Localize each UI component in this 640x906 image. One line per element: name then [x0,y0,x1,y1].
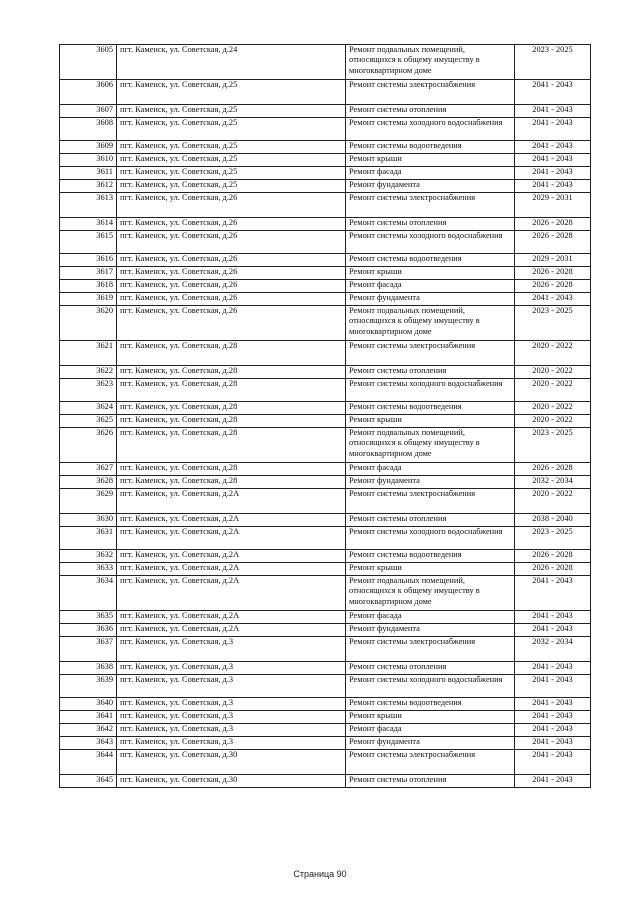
row-work-type: Ремонт фасада [346,463,515,476]
row-period: 2041 - 2043 [515,576,591,611]
row-number: 3644 [60,750,117,775]
table-row [60,662,591,675]
row-number: 3633 [60,563,117,576]
row-number: 3642 [60,724,117,737]
row-work-type: Ремонт системы водоотведения [346,254,515,267]
row-address: пгт. Каменск, ул. Советская, д.25 [117,80,346,105]
row-work-type: Ремонт системы отопления [346,105,515,118]
row-period: 2029 - 2031 [515,193,591,218]
table-row [60,611,591,624]
row-number: 3631 [60,527,117,550]
row-address: пгт. Каменск, ул. Советская, д.25 [117,154,346,167]
row-number: 3612 [60,180,117,193]
table-row [60,463,591,476]
table-row [60,280,591,293]
table-row [60,80,591,105]
row-address: пгт. Каменск, ул. Советская, д.25 [117,180,346,193]
row-period: 2041 - 2043 [515,105,591,118]
row-number: 3617 [60,267,117,280]
row-work-type: Ремонт системы отопления [346,218,515,231]
row-number: 3638 [60,662,117,675]
row-work-type: Ремонт фундамента [346,476,515,489]
row-period: 2026 - 2028 [515,463,591,476]
row-work-type: Ремонт системы электроснабжения [346,750,515,775]
repair-schedule-table [59,44,591,788]
row-address: пгт. Каменск, ул. Советская, д.28 [117,428,346,463]
row-address: пгт. Каменск, ул. Советская, д.26 [117,254,346,267]
row-address: пгт. Каменск, ул. Советская, д.25 [117,167,346,180]
row-period: 2026 - 2028 [515,231,591,254]
row-address: пгт. Каменск, ул. Советская, д.26 [117,280,346,293]
row-address: пгт. Каменск, ул. Советская, д.28 [117,402,346,415]
row-period: 2041 - 2043 [515,724,591,737]
row-work-type: Ремонт системы холодного водоснабжения [346,231,515,254]
row-number: 3623 [60,379,117,402]
row-address: пгт. Каменск, ул. Советская, д.3 [117,711,346,724]
table-row [60,489,591,514]
row-period: 2041 - 2043 [515,662,591,675]
row-address: пгт. Каменск, ул. Советская, д.3 [117,698,346,711]
row-work-type: Ремонт системы водоотведения [346,402,515,415]
row-number: 3609 [60,141,117,154]
row-work-type: Ремонт системы отопления [346,662,515,675]
table-row [60,775,591,788]
row-number: 3607 [60,105,117,118]
row-work-type: Ремонт фасада [346,280,515,293]
row-period: 2026 - 2028 [515,550,591,563]
table-row [60,698,591,711]
row-number: 3606 [60,80,117,105]
row-period: 2020 - 2022 [515,379,591,402]
row-work-type: Ремонт системы электроснабжения [346,80,515,105]
row-work-type: Ремонт фасада [346,724,515,737]
row-work-type: Ремонт системы отопления [346,775,515,788]
row-number: 3645 [60,775,117,788]
table-row [60,167,591,180]
row-number: 3618 [60,280,117,293]
row-number: 3625 [60,415,117,428]
table-row [60,218,591,231]
row-work-type: Ремонт подвальных помещений, относящихся к общему имуществу в многоквартирном доме [346,306,515,341]
row-number: 3628 [60,476,117,489]
table-row [60,527,591,550]
row-number: 3630 [60,514,117,527]
row-work-type: Ремонт системы водоотведения [346,141,515,154]
table-row [60,366,591,379]
table-body [60,45,591,788]
row-period: 2023 - 2025 [515,527,591,550]
row-period: 2032 - 2034 [515,476,591,489]
row-number: 3627 [60,463,117,476]
row-number: 3605 [60,45,117,80]
row-address: пгт. Каменск, ул. Советская, д.28 [117,415,346,428]
row-period: 2032 - 2034 [515,637,591,662]
row-period: 2041 - 2043 [515,118,591,141]
row-address: пгт. Каменск, ул. Советская, д.30 [117,750,346,775]
row-address: пгт. Каменск, ул. Советская, д.28 [117,341,346,366]
row-address: пгт. Каменск, ул. Советская, д.25 [117,141,346,154]
row-address: пгт. Каменск, ул. Советская, д.3 [117,675,346,698]
row-work-type: Ремонт системы холодного водоснабжения [346,527,515,550]
row-address: пгт. Каменск, ул. Советская, д.3 [117,662,346,675]
row-number: 3632 [60,550,117,563]
row-number: 3613 [60,193,117,218]
row-work-type: Ремонт фундамента [346,624,515,637]
row-work-type: Ремонт крыши [346,563,515,576]
row-number: 3626 [60,428,117,463]
row-period: 2020 - 2022 [515,402,591,415]
row-address: пгт. Каменск, ул. Советская, д.2А [117,527,346,550]
row-number: 3634 [60,576,117,611]
row-period: 2023 - 2025 [515,428,591,463]
row-period: 2026 - 2028 [515,218,591,231]
table-row [60,379,591,402]
row-address: пгт. Каменск, ул. Советская, д.2А [117,550,346,563]
row-period: 2041 - 2043 [515,80,591,105]
table-row [60,514,591,527]
row-work-type: Ремонт крыши [346,154,515,167]
row-work-type: Ремонт подвальных помещений, относящихся к общему имуществу в многоквартирном доме [346,428,515,463]
row-address: пгт. Каменск, ул. Советская, д.30 [117,775,346,788]
row-work-type: Ремонт системы отопления [346,514,515,527]
row-period: 2041 - 2043 [515,775,591,788]
row-number: 3610 [60,154,117,167]
row-work-type: Ремонт фундамента [346,737,515,750]
table-row [60,576,591,611]
row-number: 3608 [60,118,117,141]
row-number: 3636 [60,624,117,637]
row-period: 2041 - 2043 [515,293,591,306]
row-address: пгт. Каменск, ул. Советская, д.28 [117,379,346,402]
row-address: пгт. Каменск, ул. Советская, д.26 [117,293,346,306]
row-period: 2038 - 2040 [515,514,591,527]
row-work-type: Ремонт подвальных помещений, относящихся к общему имуществу в многоквартирном доме [346,576,515,611]
row-period: 2041 - 2043 [515,141,591,154]
row-period: 2020 - 2022 [515,341,591,366]
table-row [60,231,591,254]
row-work-type: Ремонт системы электроснабжения [346,193,515,218]
row-work-type: Ремонт системы водоотведения [346,698,515,711]
row-number: 3622 [60,366,117,379]
row-period: 2026 - 2028 [515,267,591,280]
row-address: пгт. Каменск, ул. Советская, д.26 [117,267,346,280]
row-number: 3614 [60,218,117,231]
row-period: 2023 - 2025 [515,45,591,80]
row-work-type: Ремонт системы водоотведения [346,550,515,563]
table-row [60,105,591,118]
row-number: 3624 [60,402,117,415]
row-address: пгт. Каменск, ул. Советская, д.26 [117,218,346,231]
row-number: 3639 [60,675,117,698]
table-row [60,154,591,167]
table-row [60,563,591,576]
row-work-type: Ремонт фундамента [346,180,515,193]
table-row [60,45,591,80]
row-number: 3637 [60,637,117,662]
row-period: 2041 - 2043 [515,180,591,193]
row-period: 2041 - 2043 [515,750,591,775]
row-number: 3619 [60,293,117,306]
row-work-type: Ремонт подвальных помещений, относящихся к общему имуществу в многоквартирном доме [346,45,515,80]
row-work-type: Ремонт системы электроснабжения [346,341,515,366]
table-row [60,141,591,154]
table-row [60,711,591,724]
row-address: пгт. Каменск, ул. Советская, д.26 [117,231,346,254]
table-row [60,675,591,698]
row-address: пгт. Каменск, ул. Советская, д.24 [117,45,346,80]
row-work-type: Ремонт фундамента [346,293,515,306]
row-address: пгт. Каменск, ул. Советская, д.2А [117,489,346,514]
table-row [60,306,591,341]
row-address: пгт. Каменск, ул. Советская, д.28 [117,463,346,476]
row-address: пгт. Каменск, ул. Советская, д.2А [117,624,346,637]
table-row [60,293,591,306]
row-number: 3616 [60,254,117,267]
table-row [60,254,591,267]
row-work-type: Ремонт системы электроснабжения [346,637,515,662]
table-row [60,415,591,428]
row-period: 2026 - 2028 [515,280,591,293]
row-period: 2020 - 2022 [515,415,591,428]
row-period: 2041 - 2043 [515,711,591,724]
row-period: 2026 - 2028 [515,563,591,576]
row-work-type: Ремонт системы холодного водоснабжения [346,379,515,402]
table-row [60,476,591,489]
row-address: пгт. Каменск, ул. Советская, д.26 [117,193,346,218]
row-number: 3620 [60,306,117,341]
table-row [60,737,591,750]
row-number: 3641 [60,711,117,724]
row-work-type: Ремонт системы электроснабжения [346,489,515,514]
table-row [60,750,591,775]
row-number: 3640 [60,698,117,711]
row-address: пгт. Каменск, ул. Советская, д.3 [117,737,346,750]
table-row [60,637,591,662]
row-address: пгт. Каменск, ул. Советская, д.2А [117,576,346,611]
row-work-type: Ремонт системы отопления [346,366,515,379]
page-number: Страница 90 [293,869,347,879]
row-period: 2020 - 2022 [515,489,591,514]
table-row [60,624,591,637]
table-row [60,267,591,280]
table-row [60,402,591,415]
row-address: пгт. Каменск, ул. Советская, д.28 [117,476,346,489]
row-work-type: Ремонт крыши [346,415,515,428]
row-number: 3635 [60,611,117,624]
table-row [60,193,591,218]
row-work-type: Ремонт фасада [346,167,515,180]
row-address: пгт. Каменск, ул. Советская, д.3 [117,724,346,737]
row-period: 2041 - 2043 [515,737,591,750]
row-period: 2041 - 2043 [515,154,591,167]
row-work-type: Ремонт крыши [346,267,515,280]
row-address: пгт. Каменск, ул. Советская, д.2А [117,611,346,624]
table-row [60,118,591,141]
row-number: 3611 [60,167,117,180]
table-row [60,341,591,366]
row-work-type: Ремонт системы холодного водоснабжения [346,118,515,141]
row-work-type: Ремонт фасада [346,611,515,624]
row-address: пгт. Каменск, ул. Советская, д.25 [117,105,346,118]
table-row [60,550,591,563]
table-row [60,428,591,463]
row-address: пгт. Каменск, ул. Советская, д.2А [117,563,346,576]
row-address: пгт. Каменск, ул. Советская, д.25 [117,118,346,141]
row-address: пгт. Каменск, ул. Советская, д.2А [117,514,346,527]
row-number: 3621 [60,341,117,366]
row-period: 2041 - 2043 [515,611,591,624]
row-address: пгт. Каменск, ул. Советская, д.28 [117,366,346,379]
row-address: пгт. Каменск, ул. Советская, д.26 [117,306,346,341]
row-period: 2023 - 2025 [515,306,591,341]
row-period: 2041 - 2043 [515,675,591,698]
row-number: 3629 [60,489,117,514]
row-period: 2020 - 2022 [515,366,591,379]
table-row [60,724,591,737]
row-period: 2029 - 2031 [515,254,591,267]
row-address: пгт. Каменск, ул. Советская, д.3 [117,637,346,662]
row-number: 3643 [60,737,117,750]
row-period: 2041 - 2043 [515,698,591,711]
row-number: 3615 [60,231,117,254]
row-period: 2041 - 2043 [515,167,591,180]
row-work-type: Ремонт крыши [346,711,515,724]
row-work-type: Ремонт системы холодного водоснабжения [346,675,515,698]
row-period: 2041 - 2043 [515,624,591,637]
table-row [60,180,591,193]
